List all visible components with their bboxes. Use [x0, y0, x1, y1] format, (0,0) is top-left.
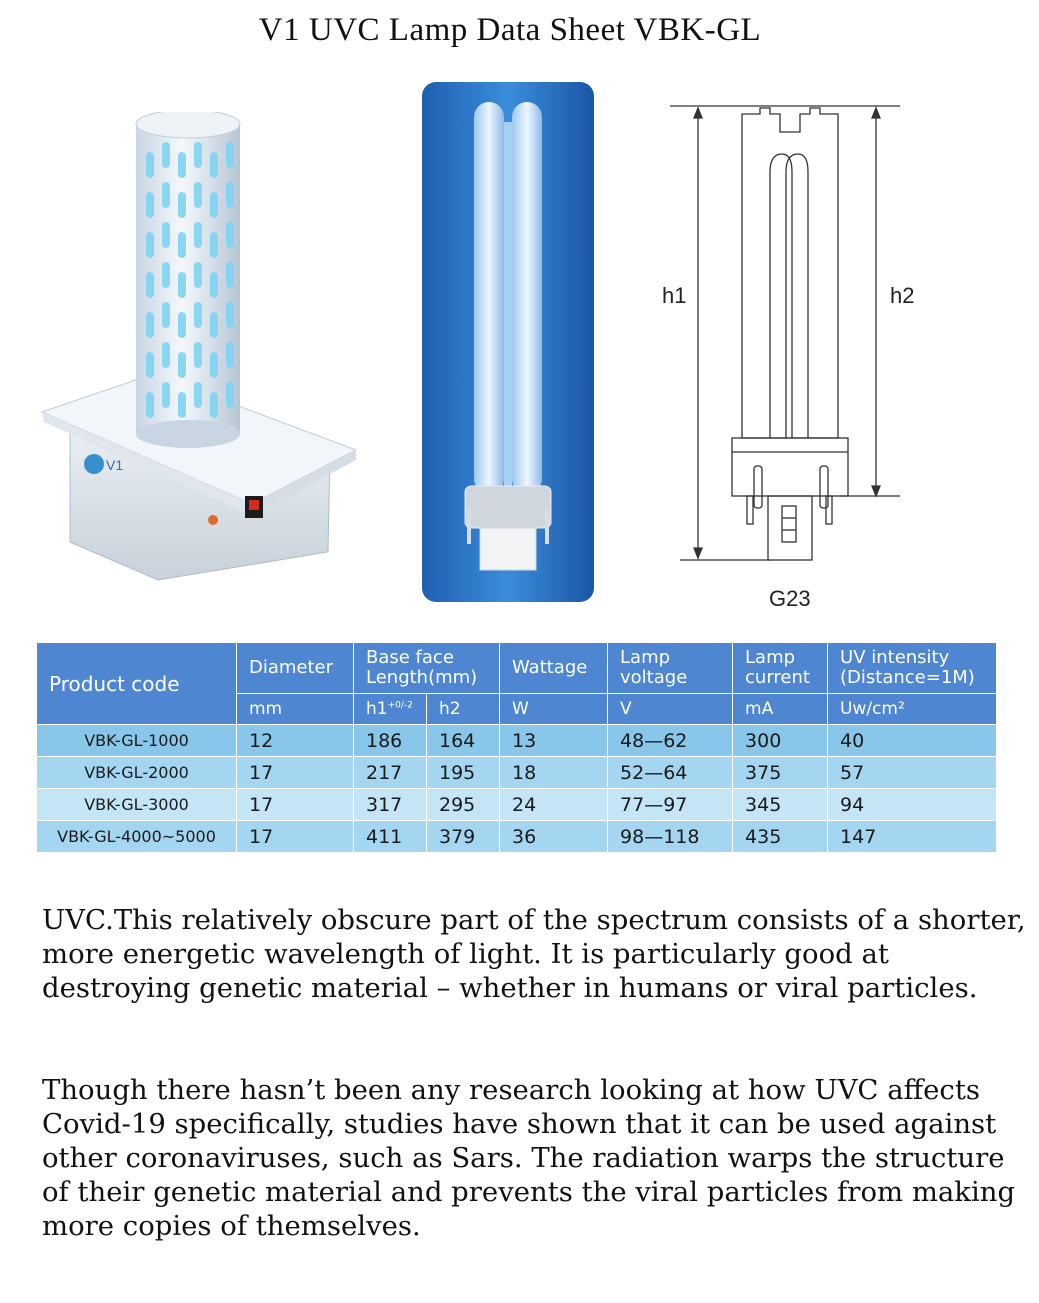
cell-uv: 147: [828, 821, 997, 853]
paragraph-covid-research: Though there hasn’t been any research looking at how UVC affects Covid-19 specifically, studies have shown that it can be used against other coronaviruses, such as Sars. The radiation warps the structure of their genetic material and prevents the viral particles from making more copies of themselves.: [42, 1074, 1016, 1242]
cell-code: VBK-GL-2000: [37, 757, 237, 789]
header-voltage: Lamp voltage: [608, 643, 733, 694]
cell-diameter: 17: [237, 789, 354, 821]
cell-wattage: 36: [500, 821, 608, 853]
table-row: [37, 821, 997, 853]
table-row: [37, 789, 997, 821]
header-product-code: Product code: [37, 643, 237, 725]
cell-wattage: 24: [500, 789, 608, 821]
base-type-label: G23: [769, 586, 811, 611]
header-base-face: Base face Length(mm): [354, 643, 500, 694]
unit-current: mA: [733, 694, 828, 725]
cell-h2: 295: [427, 789, 500, 821]
lamp-dimension-diagram: [650, 92, 920, 622]
paragraph-uvc-intro: UVC.This relatively obscure part of the spectrum consists of a shorter, more energetic wavelength of light. It is particularly good at destroying genetic material – whether in humans or viral particles.: [42, 904, 1026, 1004]
uv-lamp-image: [422, 82, 594, 602]
table-header-row: [37, 643, 997, 694]
header-diameter: Diameter: [237, 643, 354, 694]
header-wattage: Wattage: [500, 643, 608, 694]
cell-wattage: 13: [500, 725, 608, 757]
cell-code: VBK-GL-3000: [37, 789, 237, 821]
page-title: V1 UVC Lamp Data Sheet VBK-GL: [258, 12, 762, 48]
header-uv-intensity: UV intensity (Distance=1M): [828, 643, 997, 694]
unit-h1: $h1^{+0/-2}$: [354, 694, 427, 725]
cell-h2: 379: [427, 821, 500, 853]
uvc-device-image: [38, 112, 363, 592]
cell-current: 345: [733, 789, 828, 821]
cell-diameter: 17: [237, 757, 354, 789]
table-row: [37, 725, 997, 757]
cell-current: 435: [733, 821, 828, 853]
cell-h1: 317: [354, 789, 427, 821]
cell-voltage: 98—118: [608, 821, 733, 853]
unit-uv: Uw/cm²: [828, 694, 997, 725]
cell-voltage: 48—62: [608, 725, 733, 757]
device-brand-label: V1: [106, 457, 124, 473]
cell-h2: 164: [427, 725, 500, 757]
unit-h2: h2: [427, 694, 500, 725]
cell-code: VBK-GL-4000~5000: [37, 821, 237, 853]
cell-diameter: 17: [237, 821, 354, 853]
table-row: [37, 757, 997, 789]
cell-h1: 411: [354, 821, 427, 853]
cell-uv: 57: [828, 757, 997, 789]
cell-uv: 94: [828, 789, 997, 821]
unit-voltage: V: [608, 694, 733, 725]
spec-table: [36, 642, 997, 853]
unit-wattage: W: [500, 694, 608, 725]
cell-voltage: 77—97: [608, 789, 733, 821]
cell-current: 300: [733, 725, 828, 757]
cell-diameter: 12: [237, 725, 354, 757]
unit-diameter: mm: [237, 694, 354, 725]
cell-current: 375: [733, 757, 828, 789]
cell-voltage: 52—64: [608, 757, 733, 789]
cell-uv: 40: [828, 725, 997, 757]
h1-label: h1: [662, 283, 687, 308]
cell-code: VBK-GL-1000: [37, 725, 237, 757]
header-current: Lamp current: [733, 643, 828, 694]
cell-h1: 217: [354, 757, 427, 789]
cell-h2: 195: [427, 757, 500, 789]
h2-label: h2: [890, 283, 915, 308]
cell-h1: 186: [354, 725, 427, 757]
cell-wattage: 18: [500, 757, 608, 789]
